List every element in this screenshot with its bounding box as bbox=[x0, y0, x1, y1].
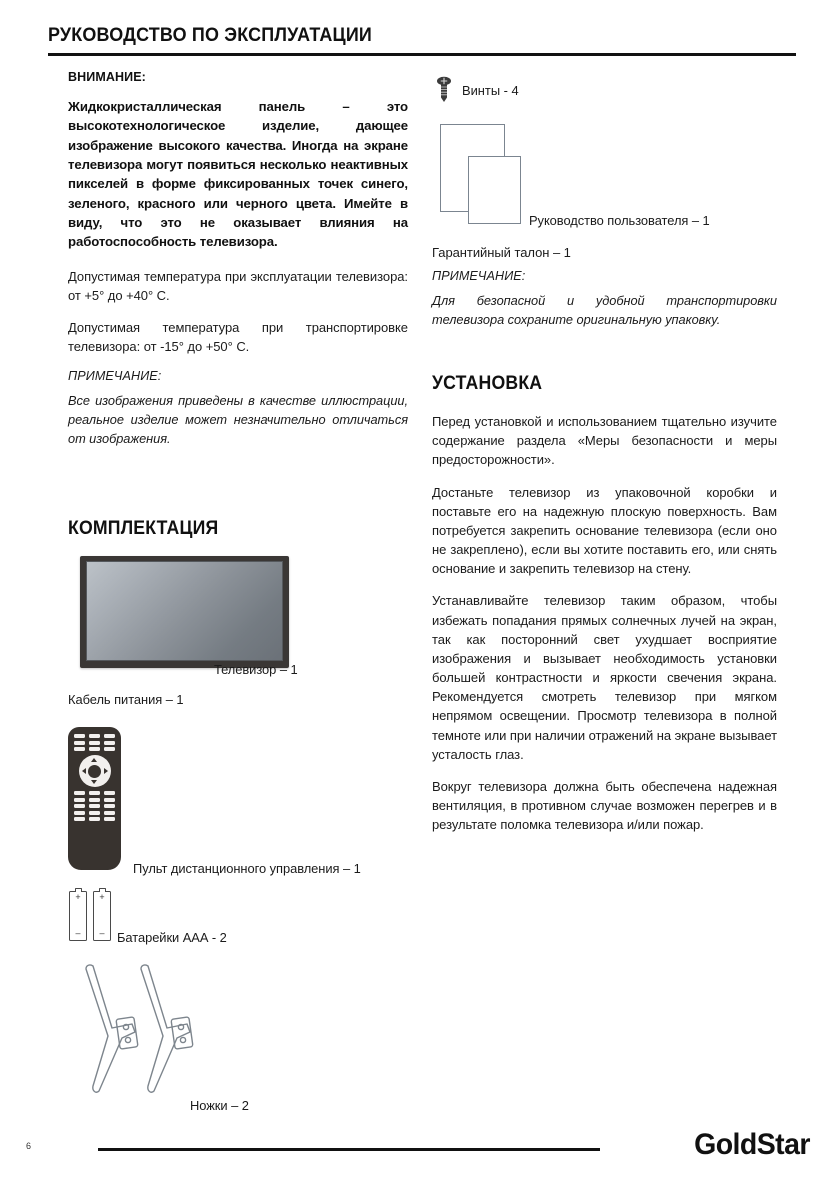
package-contents-title: КОМПЛЕКТАЦИЯ bbox=[68, 518, 219, 539]
remote-item-label: Пульт дистанционного управления – 1 bbox=[133, 861, 361, 876]
remote-button bbox=[74, 741, 85, 745]
manual-page-front bbox=[468, 156, 521, 224]
remote-button bbox=[74, 747, 85, 751]
remote-button bbox=[74, 791, 85, 795]
footer-divider bbox=[98, 1148, 600, 1151]
arrow-up-icon bbox=[91, 758, 97, 762]
right-note-body: Для безопасной и удобной транспортировки телевизора сохраните оригинальную упаковку. bbox=[432, 293, 777, 327]
page-number: 6 bbox=[26, 1141, 32, 1151]
battery-icon bbox=[69, 891, 87, 941]
user-manual-illustration bbox=[440, 124, 540, 230]
remote-button bbox=[89, 734, 100, 738]
tv-screen bbox=[86, 561, 283, 661]
user-manual-item-label: Руководство пользователя – 1 bbox=[529, 213, 710, 228]
screws-item-label: Винты - 4 bbox=[462, 82, 519, 98]
remote-button bbox=[74, 798, 85, 802]
right-note-label: ПРИМЕЧАНИЕ: bbox=[432, 269, 526, 284]
screw-hole bbox=[125, 1037, 130, 1042]
remote-control-illustration bbox=[68, 727, 121, 870]
remote-button bbox=[104, 811, 115, 815]
remote-button bbox=[104, 741, 115, 745]
remote-button bbox=[89, 811, 100, 815]
installation-paragraph-4: Вокруг телевизора должна быть обеспечена надежная вентиляция, в противном случае возможен перегрев и в результате поломка телевизора и/или пожар. bbox=[432, 778, 777, 833]
battery-minus-symbol: – bbox=[75, 928, 81, 938]
remote-button bbox=[104, 804, 115, 808]
remote-button bbox=[104, 817, 115, 821]
header-divider bbox=[48, 53, 796, 56]
tv-bezel bbox=[80, 556, 289, 668]
remote-top-buttons bbox=[68, 734, 121, 751]
legs-item-label: Ножки – 2 bbox=[190, 1098, 249, 1113]
remote-button bbox=[74, 811, 85, 815]
remote-button bbox=[89, 804, 100, 808]
page-title: РУКОВОДСТВО ПО ЭКСПЛУАТАЦИИ bbox=[48, 24, 372, 46]
remote-button bbox=[89, 747, 100, 751]
stand-legs-svg bbox=[60, 958, 220, 1108]
remote-button bbox=[74, 734, 85, 738]
warranty-card-item-label: Гарантийный талон – 1 bbox=[432, 245, 571, 260]
dpad-icon bbox=[79, 755, 111, 787]
arrow-down-icon bbox=[91, 780, 97, 784]
leg-bracket bbox=[171, 1017, 193, 1049]
battery-icon bbox=[93, 891, 111, 941]
remote-bottom-buttons bbox=[68, 791, 121, 821]
remote-button bbox=[104, 747, 115, 751]
installation-paragraph-3: Устанавливайте телевизор таким образом, чтобы избежать попадания прямых солнечных лучей на экран, так как посторонний свет ухудшает восприятие изображения и вызывает необходимость установки большей контрастности и яркости свечения экрана. Рекомендуется смотреть телевизор при мягком непрямом освещении. Просмотр телевизора в полной темноте или при наличии отражений на экране вызывает усталость глаз. bbox=[432, 593, 777, 762]
remote-button bbox=[74, 804, 85, 808]
attention-heading: ВНИМАНИЕ: bbox=[68, 70, 146, 84]
left-note-label: ПРИМЕЧАНИЕ: bbox=[68, 369, 162, 384]
installation-title: УСТАНОВКА bbox=[432, 373, 543, 394]
left-column bbox=[68, 70, 408, 461]
right-column-upper-text bbox=[432, 243, 777, 342]
remote-button bbox=[89, 817, 100, 821]
screws-row bbox=[434, 76, 519, 104]
section-heading-installation bbox=[432, 373, 551, 395]
stand-legs-illustration bbox=[60, 958, 220, 1113]
leg-bracket bbox=[116, 1017, 138, 1049]
remote-button bbox=[104, 734, 115, 738]
battery-minus-symbol: – bbox=[99, 928, 105, 938]
right-column-lower-text bbox=[432, 412, 777, 834]
temperature-operation-text: Допустимая температура при эксплуатации телевизора: от +5° до +40° С. bbox=[68, 268, 408, 303]
batteries-illustration bbox=[69, 891, 111, 941]
screw-icon bbox=[434, 76, 454, 104]
arrow-right-icon bbox=[104, 768, 108, 774]
arrow-left-icon bbox=[82, 768, 86, 774]
power-cable-item-label: Кабель питания – 1 bbox=[68, 692, 184, 707]
brand-logo: GoldStar bbox=[694, 1128, 810, 1161]
installation-paragraph-2: Достаньте телевизор из упаковочной коробки и поставьте его на надежную плоскую поверхность. Вам потребуется закрепить основание телевизора (если оно не закреплено), если вы хотите поставить его, или снять основание и закрепить телевизор на стену. bbox=[432, 484, 777, 577]
attention-body: Жидкокристаллическая панель – это высокотехнологическое изделие, дающее изображение высокого качества. Иногда на экране телевизора могут появиться несколько неактивных пикселей в форме фиксированных точек синего, зеленого, красного или черного цвета. Имейте в виду, что это не оказывает влияния на работоспособность телевизора. bbox=[68, 99, 408, 250]
remote-button bbox=[74, 817, 85, 821]
section-heading-package-contents bbox=[68, 518, 230, 540]
installation-paragraph-1: Перед установкой и использованием тщательно изучите содержание раздела «Меры безопасности и меры предосторожности». bbox=[432, 414, 777, 468]
screw-hole bbox=[180, 1037, 185, 1042]
battery-plus-symbol: + bbox=[75, 892, 81, 902]
tv-item-label: Телевизор – 1 bbox=[214, 662, 298, 677]
left-note-body: Все изображения приведены в качестве иллюстрации, реальное изделие может незначительно отличаться от изображения. bbox=[68, 393, 408, 446]
batteries-item-label: Батарейки ААА - 2 bbox=[117, 930, 227, 945]
battery-plus-symbol: + bbox=[99, 892, 105, 902]
television-illustration bbox=[80, 556, 289, 668]
remote-button bbox=[104, 798, 115, 802]
temperature-transport-text: Допустимая температура при транспортировке телевизора: от -15° до +50° С. bbox=[68, 319, 408, 355]
dpad-ok-button bbox=[88, 765, 101, 778]
remote-button bbox=[89, 741, 100, 745]
remote-button bbox=[89, 798, 100, 802]
remote-body bbox=[68, 727, 121, 870]
remote-button bbox=[104, 791, 115, 795]
remote-button bbox=[89, 791, 100, 795]
